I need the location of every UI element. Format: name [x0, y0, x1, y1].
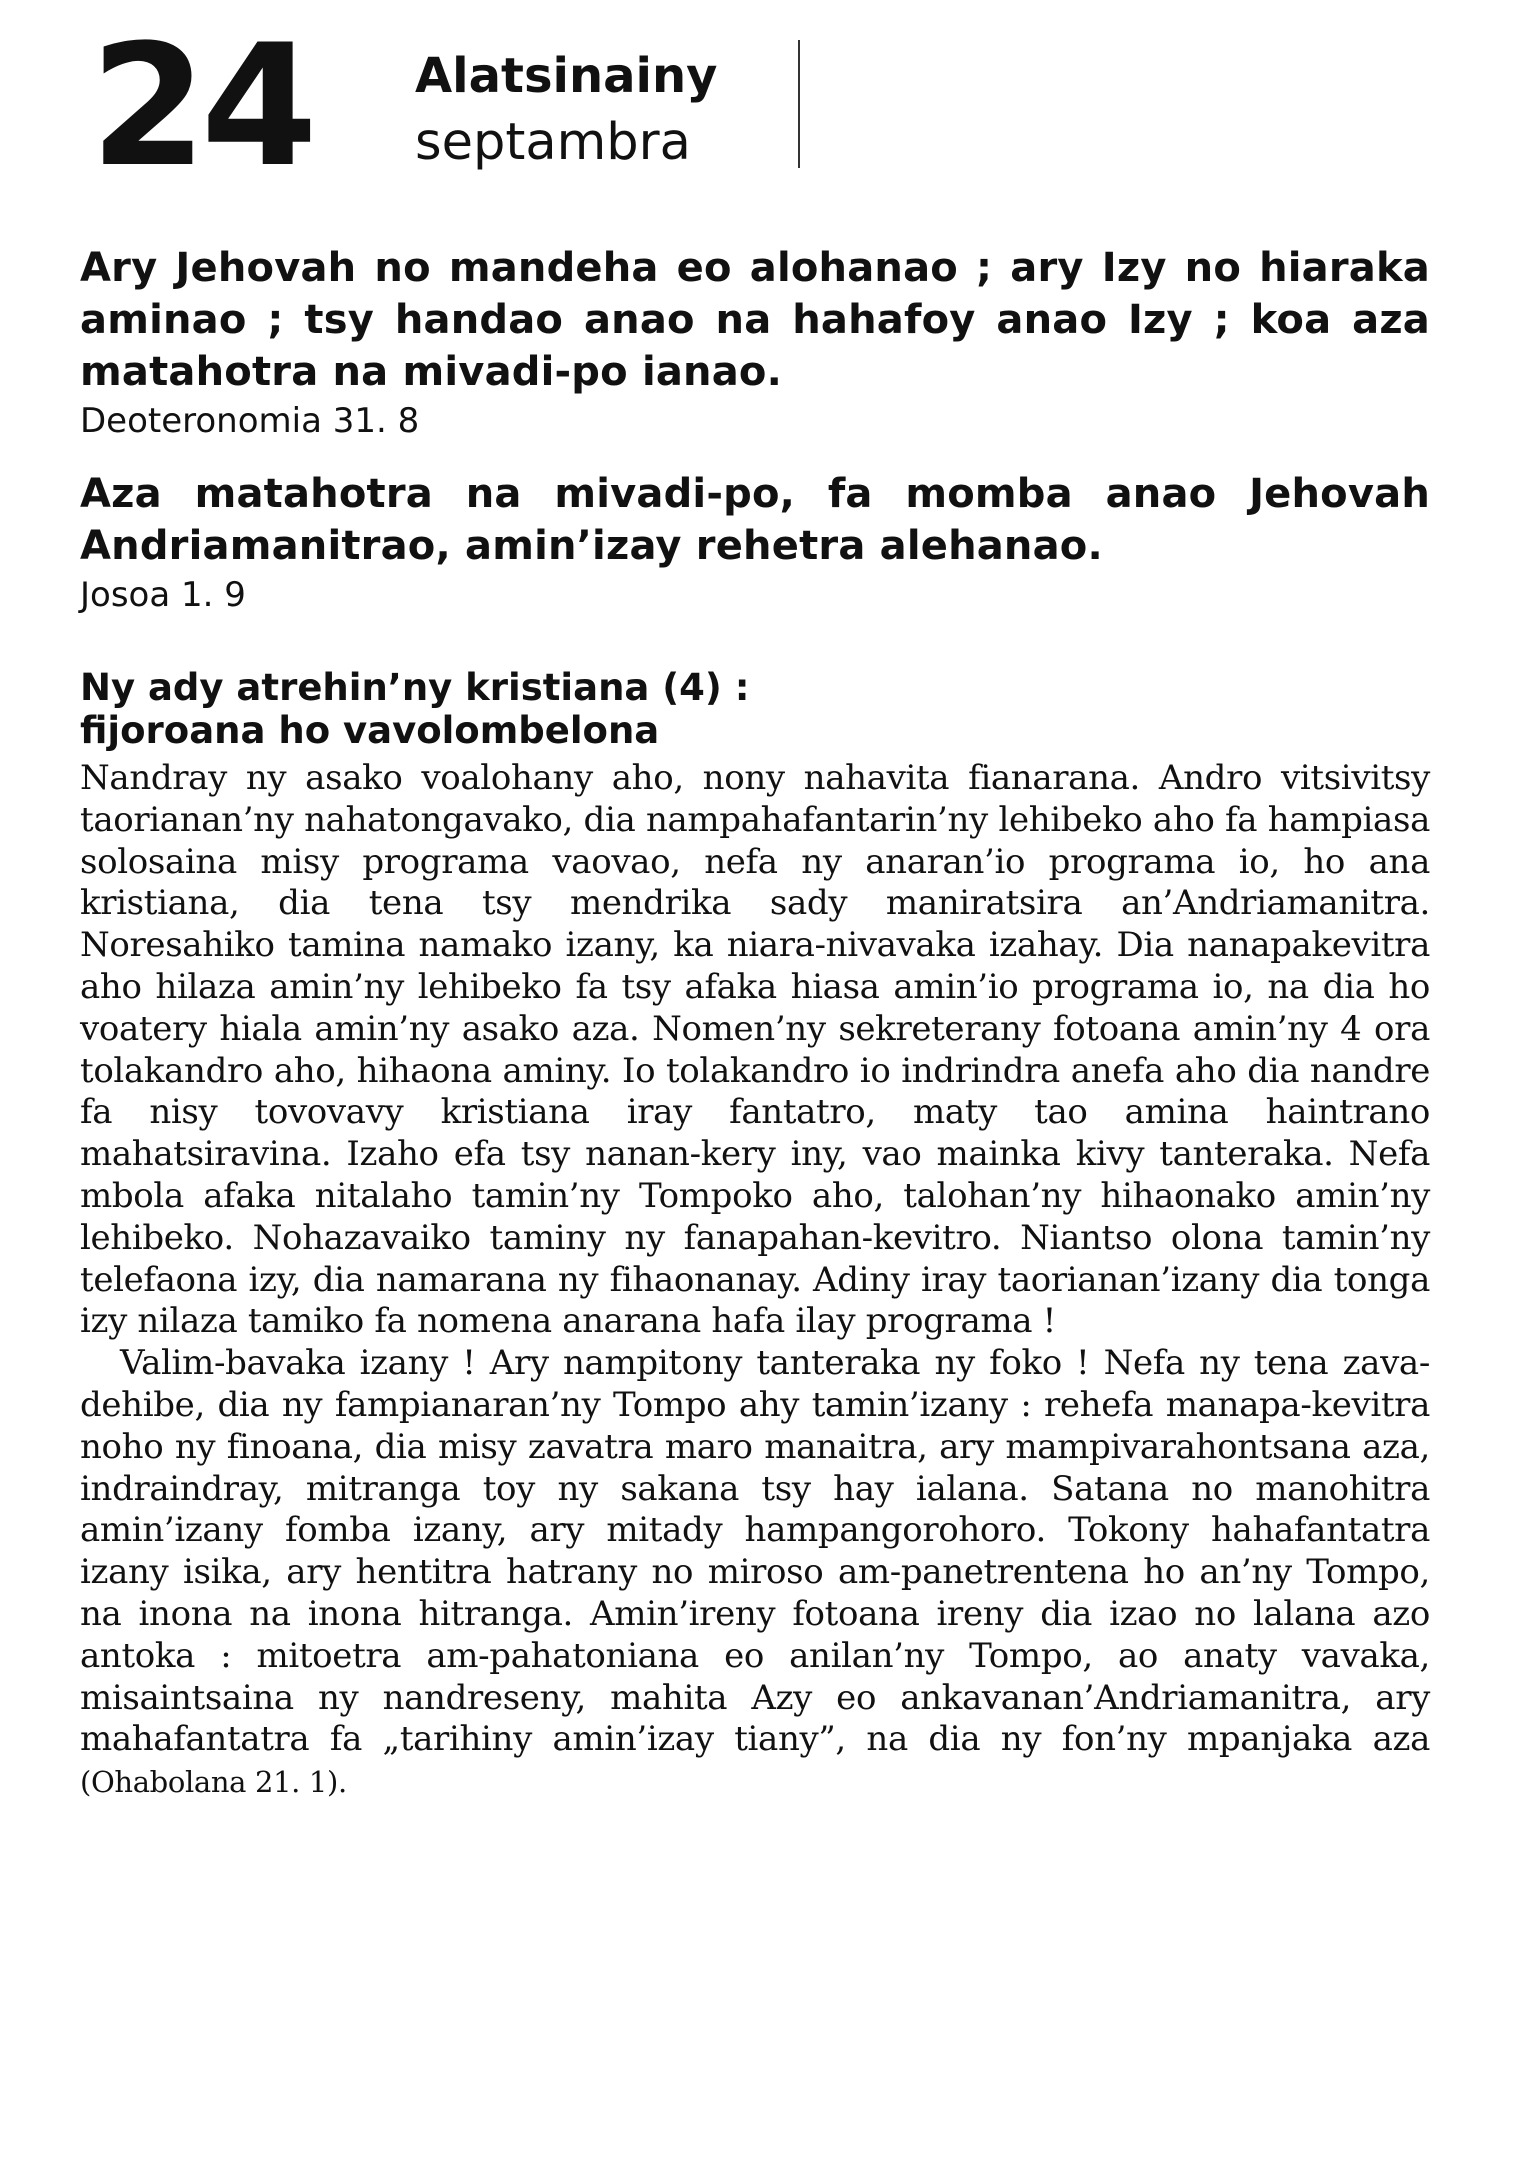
- section-title: [80, 666, 1430, 752]
- header-divider: [798, 40, 800, 168]
- body-paragraph-2: [80, 1343, 1430, 1804]
- verse-block-1: [80, 242, 1430, 444]
- body-paragraph-2-text: Valim-bavaka izany ! Ary nampitony tanteraka ny foko ! Nefa ny tena zava-dehibe, dia ny fampianaran’ny Tompo ahy tamin’izany : rehefa manapa-kevitra noho ny finoana, dia misy zavatra maro manaitra, ary mampivarahontsana aza, indraindray, mitranga toy ny sakana tsy hay ialana. Satana no manohitra amin’izany fomba izany, ary mitady hampangorohoro. Tokony hahafantatra izany isika, ary hentitra hatrany no miroso am-panetrentena ho an’ny Tompo, na inona na inona hitranga. Amin’ireny fotoana ireny dia izao no lalana azo antoka : mitoetra am-pahatoniana eo anilan’ny Tompo, ao anaty vavaka, misaintsaina ny nandreseny, mahita Azy eo ankavanan’Andriamanitra, ary mahafantatra fa „tarihiny amin’izay tiany”, na dia ny fon’ny mpanjaka aza: [80, 1343, 1430, 1760]
- devotional-page: [80, 8, 1430, 1804]
- verse-text: Aza matahotra na mivadi-po, fa momba anao Jehovah Andriamanitrao, amin’izay rehetra alehanao.: [80, 471, 1430, 569]
- closing-reference: (Ohabolana 21. 1).: [80, 1765, 347, 1800]
- body-paragraph-1: Nandray ny asako voalohany aho, nony nahavita fianarana. Andro vitsivitsy taorianan’ny nahatongavako, dia nampahafantarin’ny lehibeko aho fa hampiasa solosaina misy programa vaovao, nefa ny anaran’io programa io, ho ana kristiana, dia tena tsy mendrika sady maniratsira an’Andriamanitra. Noresahiko tamina namako izany, ka niara-nivavaka izahay. Dia nanapakevitra aho hilaza amin’ny lehibeko fa tsy afaka hiasa amin’io programa io, na dia ho voatery hiala amin’ny asako aza. Nomen’ny sekreterany fotoana amin’ny 4 ora tolakandro aho, hihaona aminy. Io tolakandro io indrindra anefa aho dia nandre fa nisy tovovavy kristiana iray fantatro, maty tao amina haintrano mahatsiravina. Izaho efa tsy nanan-kery iny, vao mainka kivy tanteraka. Nefa mbola afaka nitalaho tamin’ny Tompoko aho, talohan’ny hihaonako amin’ny lehibeko. Nohazavaiko taminy ny fanapahan-kevitro. Niantso olona tamin’ny telefaona izy, dia namarana ny fihaonanay. Adiny iray taorianan’izany dia tonga izy nilaza tamiko fa nomena anarana hafa ilay programa !: [80, 758, 1430, 1342]
- date-header: [80, 8, 1430, 210]
- weekday-label: Alatsinainy: [415, 48, 718, 104]
- verse-reference: Deoteronomia 31. 8: [80, 401, 420, 441]
- verse-text: Ary Jehovah no mandeha eo alohanao ; ary Izy no hiaraka aminao ; tsy handao anao na hahafoy anao Izy ; koa aza matahotra na mivadi-po ianao.: [80, 245, 1430, 395]
- verse-block-2: [80, 468, 1430, 618]
- month-label: septambra: [415, 113, 691, 172]
- day-number: 24: [90, 8, 312, 204]
- section-title-line-1: Ny ady atrehin’ny kristiana (4) :: [80, 666, 750, 709]
- section-title-line-2: fijoroana ho vavolombelona: [80, 709, 660, 752]
- verse-reference: Josoa 1. 9: [80, 575, 246, 615]
